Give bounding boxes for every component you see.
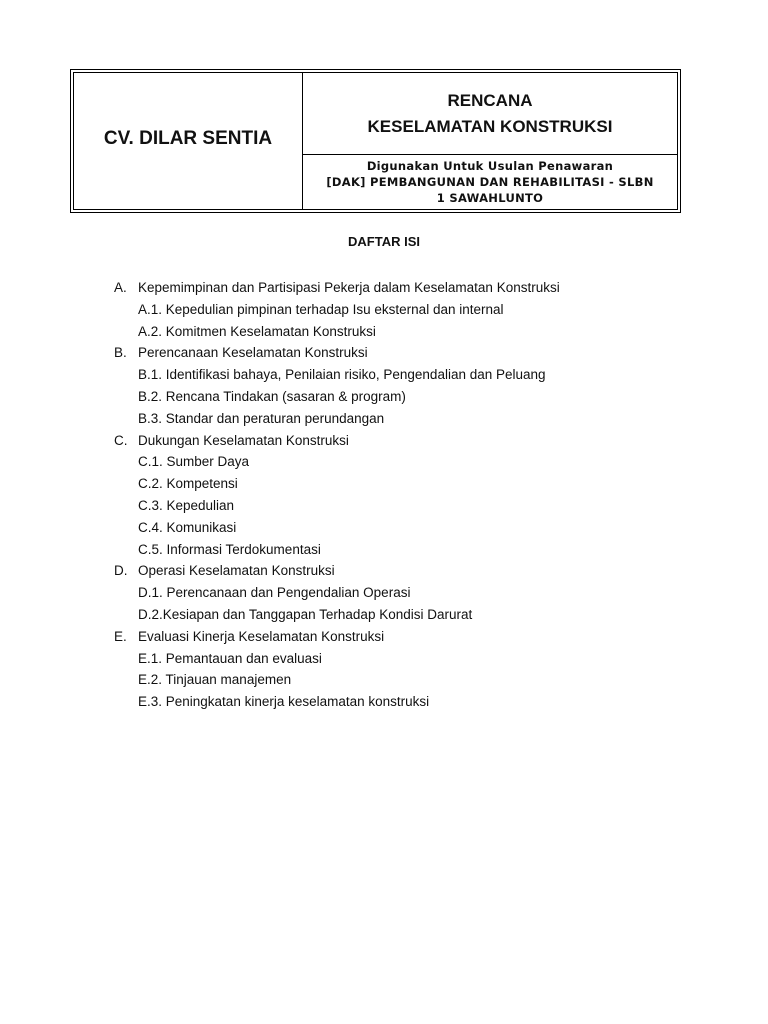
document-title-line1: RENCANA <box>447 90 533 110</box>
toc-section-letter: B. <box>114 345 127 361</box>
toc-item: C.2. Kompetensi <box>138 476 238 492</box>
toc-item: D.1. Perencanaan dan Pengendalian Operasi <box>138 585 411 601</box>
toc-item: B.3. Standar dan peraturan perundangan <box>138 410 385 426</box>
toc-section-letter: C. <box>114 432 128 448</box>
toc-section-title <box>114 430 560 452</box>
table-of-contents <box>114 277 560 713</box>
toc-section-title <box>114 277 560 299</box>
toc-section-text: Perencanaan Keselamatan Konstruksi <box>138 345 368 361</box>
toc-section <box>114 277 560 342</box>
company-cell <box>74 73 303 209</box>
toc-item: A.1. Kepedulian pimpinan terhadap Isu eksternal dan internal <box>138 301 504 317</box>
document-title-line2: KESELAMATAN KONSTRUKSI <box>367 116 613 136</box>
toc-section-letter: D. <box>114 563 128 579</box>
toc-item: E.3. Peningkatan kinerja keselamatan konstruksi <box>138 694 430 710</box>
title-column <box>303 73 677 209</box>
toc-item: E.1. Pemantauan dan evaluasi <box>138 650 322 666</box>
toc-item: D.2.Kesiapan dan Tanggapan Terhadap Kondisi Darurat <box>138 606 473 622</box>
document-title-cell <box>303 73 677 155</box>
toc-section <box>114 430 560 561</box>
project-name-line2: 1 SAWAHLUNTO <box>436 191 544 205</box>
toc-item: B.2. Rencana Tindakan (sasaran & program) <box>138 388 406 404</box>
toc-section-text: Kepemimpinan dan Partisipasi Pekerja dalam Keselamatan Konstruksi <box>138 280 560 295</box>
toc-item: C.5. Informasi Terdokumentasi <box>138 541 321 557</box>
toc-item: A.2. Komitmen Keselamatan Konstruksi <box>138 323 376 339</box>
toc-section <box>114 560 560 625</box>
toc-section <box>114 626 560 713</box>
project-name-line1: [DAK] PEMBANGUNAN DAN REHABILITASI - SLBN <box>326 175 654 189</box>
header-table <box>70 69 681 213</box>
toc-section-title <box>114 560 560 582</box>
toc-item: C.3. Kepedulian <box>138 497 235 513</box>
toc-section <box>114 342 560 429</box>
project-purpose: Digunakan Untuk Usulan Penawaran <box>366 159 614 173</box>
company-name: CV. DILAR SENTIA <box>103 128 273 149</box>
toc-item: C.4. Komunikasi <box>138 519 237 535</box>
toc-section-letter: A. <box>114 280 127 295</box>
project-description-cell <box>303 155 677 209</box>
toc-item: C.1. Sumber Daya <box>138 454 250 470</box>
toc-item: B.1. Identifikasi bahaya, Penilaian risiko, Pengendalian dan Peluang <box>138 367 546 383</box>
toc-item: E.2. Tinjauan manajemen <box>138 672 292 688</box>
toc-section-text: Evaluasi Kinerja Keselamatan Konstruksi <box>138 628 385 644</box>
toc-heading: DAFTAR ISI <box>348 234 420 249</box>
toc-section-title <box>114 626 560 648</box>
toc-section-title <box>114 342 560 364</box>
toc-section-text: Dukungan Keselamatan Konstruksi <box>138 432 349 448</box>
toc-section-letter: E. <box>114 628 127 644</box>
toc-section-text: Operasi Keselamatan Konstruksi <box>138 563 335 579</box>
